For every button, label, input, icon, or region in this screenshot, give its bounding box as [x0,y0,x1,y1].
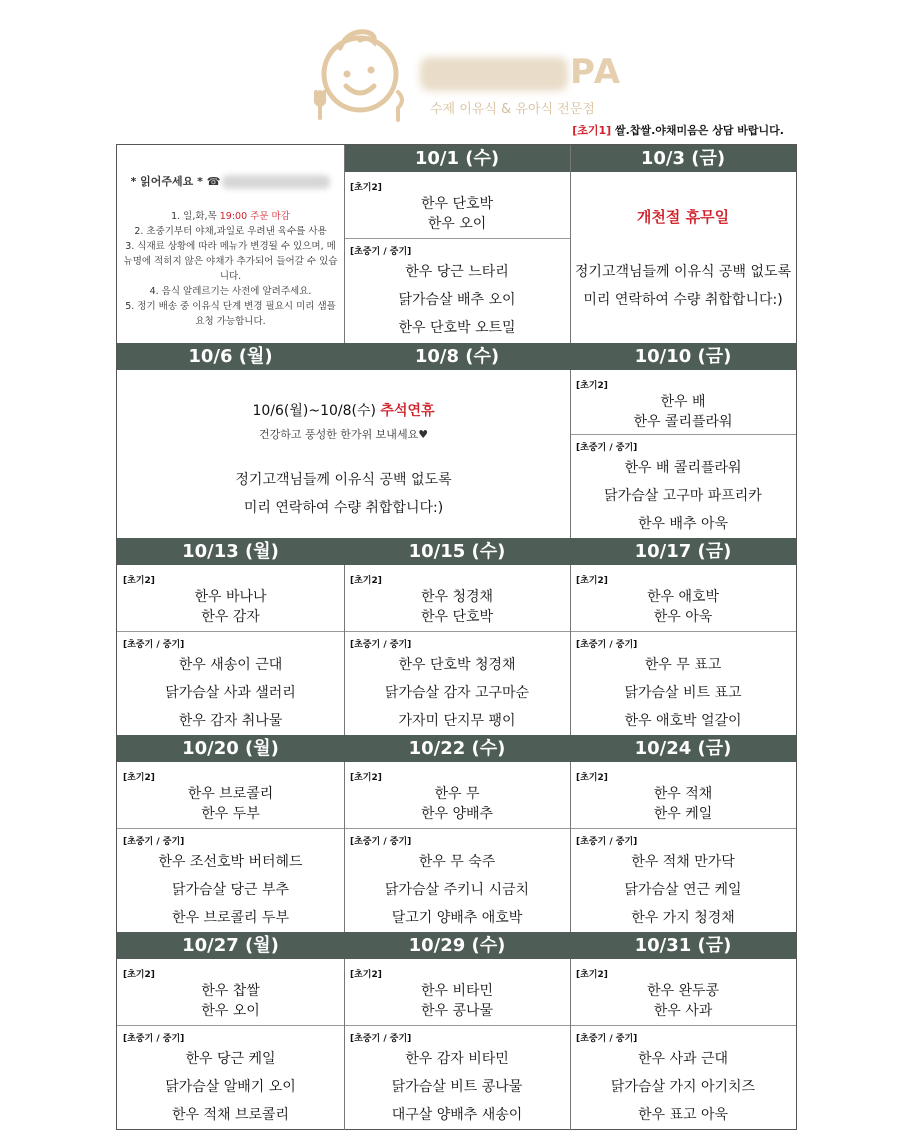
mid-menu [344,258,570,342]
day-cell [344,565,570,735]
date-header: 10/27 (월) [117,932,344,959]
date-header: 10/20 (월) [117,735,344,762]
stage-label: [초중기 / 중기] [350,1034,412,1044]
menu-item: 한우 양배추 [420,806,494,822]
early-menu [117,981,344,1021]
holiday-cell [570,172,796,343]
date-header: 10/24 (금) [570,735,796,762]
menu-item: 한우 감자 취나물 [178,713,283,729]
message-line: 정기고객님들께 이유식 공백 없도록 [574,264,792,280]
early-menu [344,981,570,1021]
stage-label: [초중기 / 중기] [350,837,412,847]
stage-label: [초중기 / 중기] [576,640,638,650]
menu-item: 한우 비타민 [420,983,494,999]
menu-item: 한우 애호박 얼갈이 [624,713,742,729]
menu-item: 한우 표고 아욱 [637,1107,729,1123]
day-cell [344,762,570,932]
mid-menu [570,848,796,932]
stage-label: [초기2] [576,970,608,980]
mid-menu [570,454,796,538]
holiday-wish: 건강하고 풍성한 한가위 보내세요♥ [258,428,429,441]
menu-item: 한우 배 콜리플라워 [624,460,742,476]
early-menu [344,587,570,627]
mid-menu [117,1045,344,1129]
message-line: 정기고객님들께 이유식 공백 없도록 [235,472,452,488]
brand-tagline: 수제 이유식 & 유아식 전문점 [430,102,595,117]
stage-label: [초중기 / 중기] [123,1034,185,1044]
stage-label: [초중기 / 중기] [576,837,638,847]
readme-item: 4. 음식 알레르기는 사전에 알려주세요. [149,286,312,297]
menu-item: 닭가슴살 비트 콩나물 [391,1079,523,1095]
date-header: 10/3 (금) [570,145,796,172]
menu-item: 한우 오이 [201,1003,260,1019]
early-menu [570,587,796,627]
date-header: 10/17 (금) [570,538,796,565]
menu-item: 한우 무 숙주 [418,854,496,870]
menu-item: 한우 가지 청경채 [631,910,735,926]
stage-label: [초기2] [576,576,608,586]
menu-item: 한우 브로콜리 [187,786,274,802]
menu-item: 한우 단호박 [420,196,494,212]
stage-label: [초중기 / 중기] [576,443,638,453]
message-line: 미리 연락하여 수량 취합합니다:) [243,500,444,516]
blurred-phone-number [222,175,330,189]
stage-label: [초기2] [350,183,382,193]
stage-label: [초기2] [576,773,608,783]
readme-item: 1. 일,화,목 19:00 주문 마감 [171,211,290,222]
day-cell [570,370,796,538]
stage-label: [초중기 / 중기] [350,247,412,257]
day-cell [344,959,570,1129]
mid-menu [344,848,570,932]
date-header: 10/8 (수) [344,343,570,370]
menu-item: 달고기 양배추 애호박 [391,910,523,926]
stage-label: [초중기 / 중기] [123,837,185,847]
early-menu [344,784,570,824]
menu-item: 닭가슴살 연근 케일 [624,882,742,898]
menu-item: 한우 배추 아욱 [637,516,729,532]
menu-item: 한우 적채 만가닥 [631,854,735,870]
stage-label: [초기2] [350,970,382,980]
readme-item: 2. 초중기부터 야채,과일로 우려낸 육수를 사용 [134,226,327,237]
menu-item: 한우 콩나물 [420,1003,494,1019]
menu-item: 한우 감자 비타민 [405,1051,509,1067]
menu-item: 대구살 양배추 새송이 [391,1107,523,1123]
readme-item: 5. 정기 배송 중 이유식 단계 변경 필요시 미리 샘플요청 가능합니다. [125,301,336,327]
menu-item: 한우 찹쌀 [201,983,260,999]
menu-item: 한우 아욱 [653,609,713,625]
menu-item: 한우 단호박 [420,609,494,625]
date-header: 10/22 (수) [344,735,570,762]
blurred-brand-text [420,57,568,91]
menu-item: 한우 애호박 [646,589,720,605]
stage-label: [초기2] [123,970,155,980]
baby-face-logo-icon [310,22,410,122]
stage-label: [초기2] [576,381,608,391]
menu-item: 한우 적채 브로콜리 [171,1107,290,1123]
menu-item: 한우 감자 [201,609,260,625]
menu-item: 한우 두부 [201,806,260,822]
early-menu [570,392,796,432]
stage-label: [초기2] [350,773,382,783]
menu-item: 한우 사과 [653,1003,713,1019]
menu-item: 한우 배 [660,394,706,410]
menu-item: 닭가슴살 비트 표고 [624,685,742,701]
date-header: 10/1 (수) [344,145,570,172]
menu-item: 한우 단호박 청경채 [398,657,516,673]
menu-item: 한우 완두콩 [646,983,720,999]
menu-item: 한우 콜리플라워 [633,414,733,430]
readme-list [121,209,340,329]
stage-label: [초중기 / 중기] [123,640,185,650]
readme-notice [117,145,344,343]
stage-label: [초중기 / 중기] [350,640,412,650]
menu-item: 닭가슴살 당근 부추 [171,882,290,898]
menu-item: 한우 무 [434,786,480,802]
menu-item: 한우 조선호박 버터헤드 [158,854,303,870]
early-menu [117,784,344,824]
message-line: 미리 연락하여 수량 취합합니다:) [583,292,783,308]
menu-item: 한우 브로콜리 두부 [171,910,290,926]
menu-item: 한우 사과 근대 [637,1051,729,1067]
mid-menu [570,651,796,735]
day-cell [570,565,796,735]
date-header: 10/15 (수) [344,538,570,565]
date-header: 10/13 (월) [117,538,344,565]
day-cell [570,959,796,1129]
stage-label: [초중기 / 중기] [576,1034,638,1044]
menu-item: 닭가슴살 알배기 오이 [165,1079,296,1095]
holiday-title: 개천절 휴무일 [636,208,730,226]
menu-item: 한우 당근 케일 [185,1051,276,1067]
menu-item: 한우 청경채 [420,589,494,605]
stage-label: [초기2] [350,576,382,586]
date-header: 10/10 (금) [570,343,796,370]
brand-logo [310,22,630,122]
day-cell [117,762,344,932]
menu-item: 닭가슴살 고구마 파프리카 [604,488,762,504]
menu-item: 한우 무 표고 [644,657,722,673]
menu-item: 한우 새송이 근대 [178,657,283,673]
date-header: 10/29 (수) [344,932,570,959]
menu-item: 한우 바나나 [194,589,267,605]
menu-item: 한우 케일 [653,806,713,822]
mid-menu [344,651,570,735]
holiday-range: 10/6(월)~10/8(수) 추석연휴 [252,403,435,419]
menu-schedule-table [116,144,797,1130]
brand-name: PA [420,52,622,92]
day-cell [117,959,344,1129]
readme-item: 3. 식재료 상황에 따라 메뉴가 변경될 수 있으며, 메뉴명에 적히지 않은 야채가 추가되어 들어갈 수 있습니다. [123,241,338,282]
chuseok-holiday-cell [117,370,570,538]
mid-menu [570,1045,796,1129]
early-menu [344,194,570,234]
menu-item: 한우 오이 [427,216,487,232]
early-menu [117,587,344,627]
menu-item: 닭가슴살 주키니 시금치 [384,882,530,898]
holiday-message [570,258,796,314]
mid-menu [117,848,344,932]
menu-item: 닭가슴살 감자 고구마순 [384,685,530,701]
day-cell [344,172,570,343]
date-header: 10/6 (월) [117,343,344,370]
early-menu [570,784,796,824]
menu-item: 닭가슴살 사과 샐러리 [165,685,296,701]
day-cell [117,565,344,735]
early-menu [570,981,796,1021]
readme-title: * 읽어주세요 * ☎ [117,173,344,189]
menu-item: 닭가슴살 가지 아기치즈 [610,1079,756,1095]
stage-label: [초기2] [123,576,155,586]
mid-menu [117,651,344,735]
menu-item: 한우 적채 [653,786,713,802]
stage-label: [초기2] [123,773,155,783]
mid-menu [344,1045,570,1129]
menu-item: 한우 단호박 오트밀 [398,320,516,336]
menu-item: 한우 당근 느타리 [405,264,509,280]
top-note: [초기1] 쌀.찹쌀.야채미음은 상담 바랍니다. [572,124,784,137]
date-header: 10/31 (금) [570,932,796,959]
menu-item: 가자미 단지무 팽이 [398,713,516,729]
holiday-message [117,466,570,522]
menu-item: 닭가슴살 배추 오이 [398,292,516,308]
day-cell [570,762,796,932]
